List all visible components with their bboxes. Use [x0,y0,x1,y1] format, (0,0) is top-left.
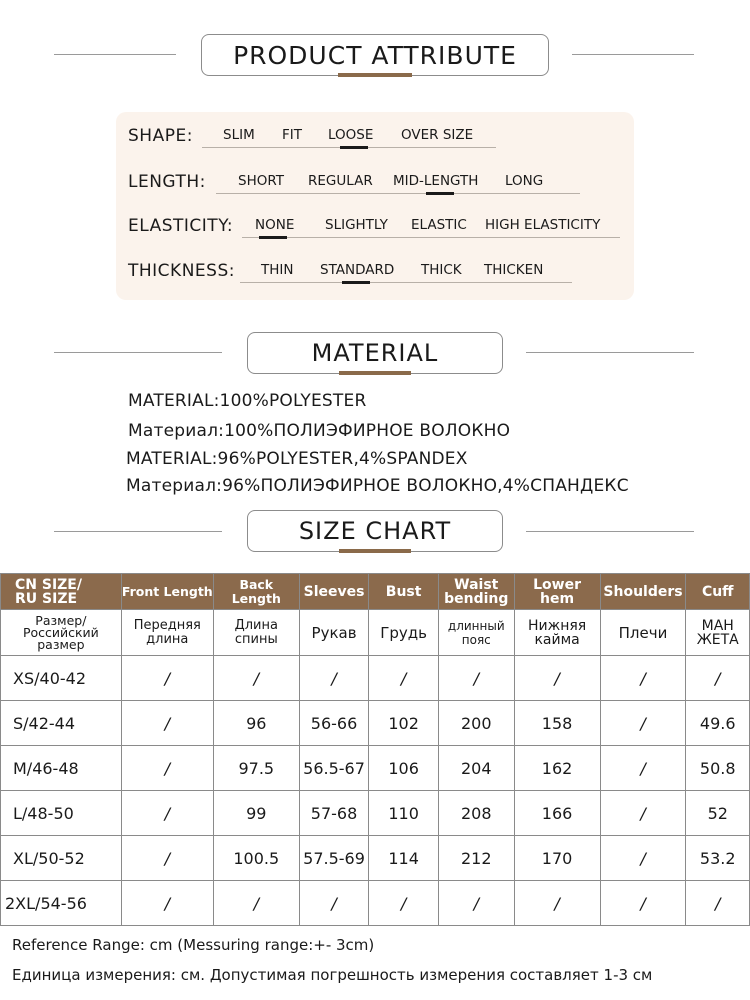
table-cell: / [686,881,750,926]
table-cell: / [600,791,686,836]
table-cell: 100.5 [213,836,299,881]
attr-option: THICKEN [484,262,544,278]
table-cell: / [299,656,369,701]
attr-option-selected: LOOSE [328,127,374,143]
table-cell: 106 [369,746,439,791]
size-chart-header [247,510,503,552]
size-chart-header-accent [339,549,411,553]
size-label-cell: XL/50-52 [1,836,122,881]
ru-header: Рукав [299,610,369,656]
table-cell: 204 [438,746,514,791]
attr-option: THIN [261,262,294,278]
ru-header: МАН ЖЕТА [686,610,750,656]
header-rule-left [54,54,176,55]
reference-note-ru: Единица измерения: см. Допустимая погрешность измерения составляет 1-3 см [12,966,653,984]
attr-option: SLIGHTLY [325,217,388,233]
table-cell: / [514,881,600,926]
header-rule-right [526,352,694,353]
col-header: Waist bending [438,574,514,610]
col-header: Bust [369,574,439,610]
table-cell: / [121,881,213,926]
table-cell: / [121,746,213,791]
table-cell: 50.8 [686,746,750,791]
col-header: Shoulders [600,574,686,610]
table-cell: / [514,656,600,701]
table-cell: 52 [686,791,750,836]
ru-header: Передняя длина [121,610,213,656]
col-header: Cuff [686,574,750,610]
material-header [247,332,503,374]
ru-header: Плечи [600,610,686,656]
size-label-cell: XS/40-42 [1,656,122,701]
table-cell: 97.5 [213,746,299,791]
attribute-header [201,34,549,76]
table-cell: 170 [514,836,600,881]
attr-rule [240,282,572,283]
col-header: CN SIZE/ RU SIZE [1,574,122,610]
header-rule-left [54,531,222,532]
table-row [1,881,750,926]
col-header: Front Length [121,574,213,610]
table-cell: / [121,791,213,836]
reference-note-en: Reference Range: cm (Messuring range:+- 3cm) [12,936,375,954]
attr-selected-mark [340,146,368,149]
attr-option: OVER SIZE [401,127,474,143]
material-line-en-1: MATERIAL:100%POLYESTER [128,391,367,411]
material-header-accent [339,371,411,375]
material-header-text: MATERIAL [311,339,439,367]
table-cell: / [438,656,514,701]
attr-label: SHAPE: [128,126,193,146]
table-cell: / [121,656,213,701]
table-cell: / [600,836,686,881]
material-line-en-2: MATERIAL:96%POLYESTER,4%SPANDEX [126,449,468,469]
table-cell: / [121,836,213,881]
ru-header: Размер/ Российский размер [1,610,122,656]
table-cell: / [600,656,686,701]
table-cell: / [369,656,439,701]
col-header: Sleeves [299,574,369,610]
table-cell: 99 [213,791,299,836]
col-header: Back Length [213,574,299,610]
attr-option: HIGH ELASTICITY [485,217,601,233]
ru-header: Грудь [369,610,439,656]
attr-option: ELASTIC [411,217,467,233]
table-cell: 96 [213,701,299,746]
attr-option: THICK [421,262,462,278]
attr-label: ELASTICITY: [128,216,234,236]
ru-header: Длина спины [213,610,299,656]
attribute-header-accent [338,73,412,77]
attr-selected-mark [259,236,287,239]
table-row [1,656,750,701]
table-cell: / [438,881,514,926]
table-cell: / [600,701,686,746]
table-cell: / [369,881,439,926]
table-row [1,746,750,791]
table-cell: / [213,881,299,926]
header-rule-right [526,531,694,532]
table-cell: / [600,746,686,791]
attr-label: LENGTH: [128,172,206,192]
table-row [1,836,750,881]
attr-selected-mark [426,192,454,195]
attr-selected-mark [342,281,370,284]
ru-header: Нижняя кайма [514,610,600,656]
attr-rule [242,237,620,238]
attr-option: REGULAR [308,173,373,189]
size-label-cell: M/46-48 [1,746,122,791]
attr-option: SHORT [238,173,284,189]
table-cell: 162 [514,746,600,791]
table-cell: / [299,881,369,926]
size-label-cell: 2XL/54-56 [1,881,122,926]
table-header-row [1,574,750,610]
table-cell: 49.6 [686,701,750,746]
table-cell: 110 [369,791,439,836]
table-cell: / [213,656,299,701]
table-cell: 56-66 [299,701,369,746]
attr-label: THICKNESS: [128,261,235,281]
table-cell: / [686,656,750,701]
material-line-ru-2: Материал:96%ПОЛИЭФИРНОЕ ВОЛОКНО,4%СПАНДЕКС [126,476,629,496]
table-cell: 102 [369,701,439,746]
size-chart-table [0,573,750,926]
table-cell: 53.2 [686,836,750,881]
table-cell: / [121,701,213,746]
table-cell: 158 [514,701,600,746]
table-row [1,791,750,836]
table-cell: 212 [438,836,514,881]
header-rule-right [572,54,694,55]
col-header: Lower hem [514,574,600,610]
attr-option-selected: MID-LENGTH [393,173,479,189]
attr-option: LONG [505,173,544,189]
attribute-header-text: PRODUCT ATTRIBUTE [233,40,517,70]
attr-option: FIT [282,127,302,143]
attr-option-selected: STANDARD [320,262,395,278]
size-label-cell: S/42-44 [1,701,122,746]
size-label-cell: L/48-50 [1,791,122,836]
table-cell: 114 [369,836,439,881]
table-ru-header-row [1,610,750,656]
table-row [1,701,750,746]
size-chart-header-text: SIZE CHART [298,517,452,545]
table-cell: 57.5-69 [299,836,369,881]
attr-rule [216,193,580,194]
table-cell: 57-68 [299,791,369,836]
attribute-card [116,112,634,300]
ru-header: длинный пояс [438,610,514,656]
table-cell: 208 [438,791,514,836]
attr-option: SLIM [223,127,255,143]
table-cell: 200 [438,701,514,746]
table-cell: 56.5-67 [299,746,369,791]
header-rule-left [54,352,222,353]
material-line-ru-1: Материал:100%ПОЛИЭФИРНОЕ ВОЛОКНО [128,421,511,441]
table-cell: / [600,881,686,926]
table-cell: 166 [514,791,600,836]
attr-option-selected: NONE [255,217,295,233]
